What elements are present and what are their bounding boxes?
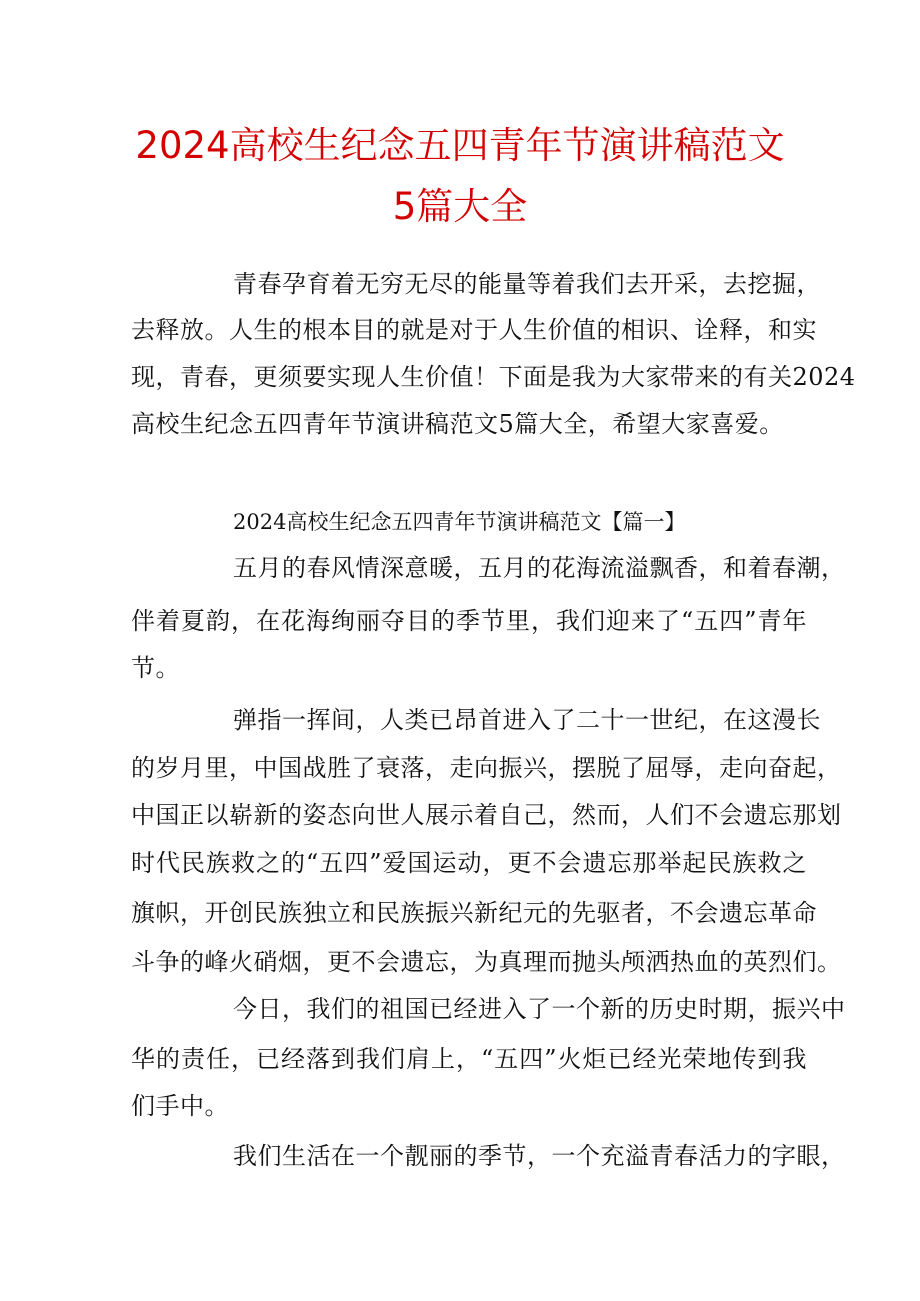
document-title-line-2: 5篇大全 (392, 185, 528, 228)
paragraph-line: 们手中。 (131, 1092, 229, 1120)
paragraph-line: 时代民族救之的“五四”爱国运动，更不会遗忘那举起民族救之 (131, 849, 807, 877)
paragraph-line: 斗争的峰火硝烟，更不会遗忘，为真理而抛头颅洒热血的英烈们。 (131, 948, 842, 976)
paragraph-line: 华的责任，已经落到我们肩上，“五四”火炬已经光荣地传到我 (131, 1045, 807, 1073)
document-title-line-1: 2024高校生纪念五四青年节演讲稿范文 (135, 124, 785, 167)
paragraph-line: 我们生活在一个靓丽的季节，一个充溢青春活力的字眼， (233, 1142, 846, 1170)
paragraph-line: 的岁月里，中国战胜了衰落，走向振兴，摆脱了屈辱，走向奋起， (131, 754, 842, 782)
paragraph-line: 中国正以崭新的姿态向世人展示着自己，然而，人们不会遗忘那划 (131, 801, 842, 829)
paragraph-line: 伴着夏韵，在花海绚丽夺目的季节里，我们迎来了“五四”青年 (131, 607, 807, 635)
paragraph-line: 今日，我们的祖国已经进入了一个新的历史时期，振兴中 (233, 995, 846, 1023)
paragraph-line: 节。 (131, 654, 180, 682)
intro-line: 去释放。人生的根本目的就是对于人生价值的相识、诠释，和实 (131, 316, 817, 344)
paragraph-line: 五月的春风情深意暖，五月的花海流溢飘香，和着春潮， (233, 554, 846, 582)
paragraph-line: 旗帜，开创民族独立和民族振兴新纪元的先驱者，不会遗忘革命 (131, 899, 817, 927)
section-heading: 2024高校生纪念五四青年节演讲稿范文【篇一】 (233, 510, 686, 534)
intro-line: 现，青春，更须要实现人生价值！下面是我为大家带来的有关2024 (131, 363, 856, 391)
intro-line: 高校生纪念五四青年节演讲稿范文5篇大全，希望大家喜爱。 (131, 410, 784, 438)
paragraph-line: 弹指一挥间，人类已昂首进入了二十一世纪，在这漫长 (233, 706, 821, 734)
intro-line: 青春孕育着无穷无尽的能量等着我们去开采，去挖掘， (233, 270, 821, 298)
